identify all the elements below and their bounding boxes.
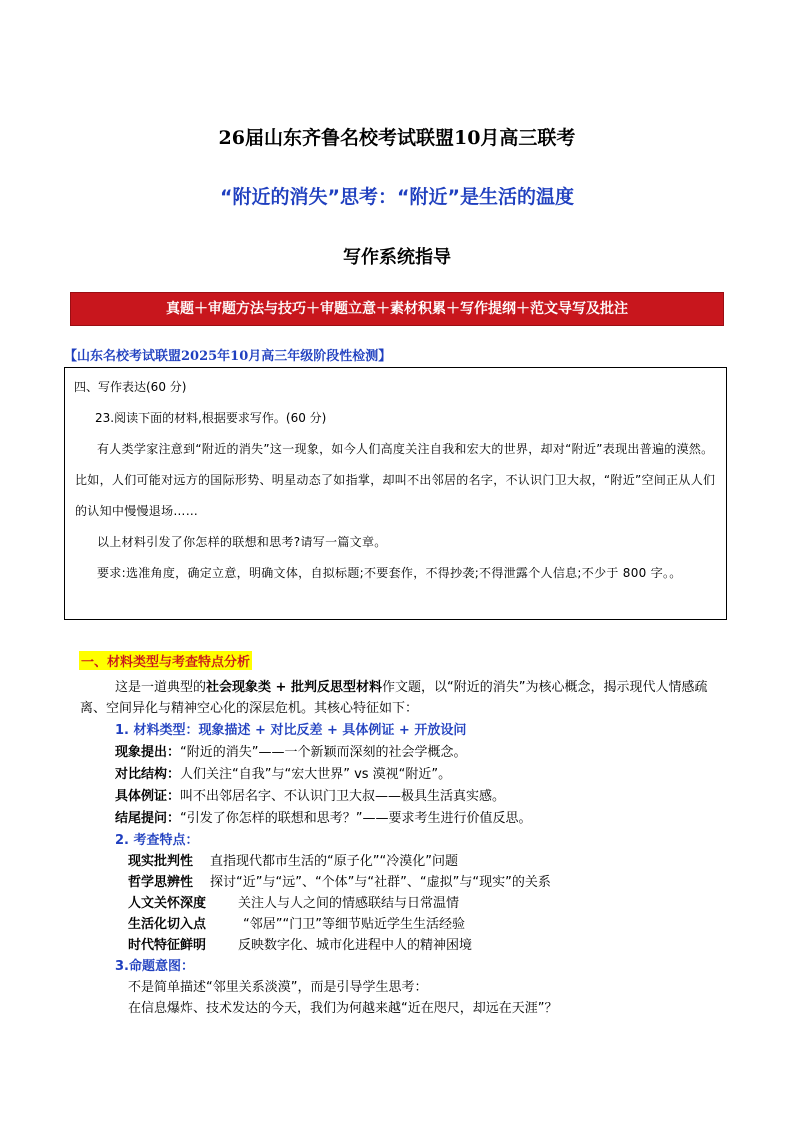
feature-row	[128, 934, 472, 953]
topic-subtitle: “附近的消失”思考：“附近”是生活的温度	[220, 186, 574, 208]
content-banner: 真题＋审题方法与技巧＋审题立意＋素材积累＋写作提纲＋范文导写及批注	[70, 292, 724, 326]
item-text: 人们关注“自我”与“宏大世界” vs 漠视“附近”。	[180, 767, 452, 782]
subheading-material-type: 1. 材料类型：现象描述 + 对比反差 + 具体例证 + 开放设问	[115, 723, 467, 738]
item-text: 叫不出邻居名字、不认识门卫大叔——极具生活真实感。	[180, 789, 506, 804]
item-text: “附近的消失”——一个新颖而深刻的社会学概念。	[180, 745, 467, 760]
feature-text: 探讨“近”与“远”、“个体”与“社群”、“虚拟”与“现实”的关系	[210, 875, 551, 890]
exam-source-tag: 【山东名校考试联盟2025年10月高三年级阶段性检测】	[64, 349, 392, 364]
analysis-heading: 一、材料类型与考查特点分析	[79, 651, 252, 670]
intro-part-a: 这是一道典型的	[115, 680, 207, 695]
list-item	[115, 763, 451, 782]
feature-row	[128, 913, 465, 932]
question-part: 四、写作表达(60 分)	[74, 380, 187, 394]
question-box	[64, 367, 727, 620]
feature-text: 关注人与人之间的情感联结与日常温情	[238, 896, 460, 911]
feature-text: 直指现代都市生活的“原子化”“冷漠化”问题	[210, 854, 458, 869]
list-item	[115, 807, 532, 826]
question-number: 23.阅读下面的材料,根据要求写作。(60 分)	[95, 411, 327, 425]
item-label: 结尾提问：	[115, 811, 181, 826]
analysis-intro	[80, 677, 730, 719]
feature-text: “邻居”“门卫”等细节贴近学生生活经验	[243, 917, 465, 932]
question-prompt: 以上材料引发了你怎样的联想和思考?请写一篇文章。	[97, 535, 387, 549]
feature-row	[128, 892, 459, 911]
item-label: 对比结构：	[115, 767, 181, 782]
feature-row	[128, 850, 458, 869]
list-item	[115, 785, 505, 804]
question-material: 有人类学家注意到“附近的消失”这一现象，如今人们高度关注自我和宏大的世界，却对“附近”表现出普遍的漠然。比如，人们可能对远方的国际形势、明星动态了如指掌，却叫不出邻居的名字，不认识门卫大叔，“附近”空间正从人们的认知中慢慢退场……	[75, 442, 716, 518]
feature-label: 现实批判性	[128, 854, 194, 869]
feature-label: 哲学思辨性	[128, 875, 194, 890]
question-requirements: 要求:选准角度，确定立意，明确文体，自拟标题;不要套作，不得抄袭;不得泄露个人信息;不少于 800 字。。	[97, 566, 682, 580]
intro-part-c: 作文题，以“附近的消失”为核心概念，揭示现代人情感疏离、空间异化与精神空心化的深层危机。其核心特征如下：	[80, 680, 708, 716]
section-title: 写作系统指导	[343, 247, 451, 268]
feature-row	[128, 871, 551, 890]
feature-label: 时代特征鲜明	[128, 938, 207, 953]
subheading-intent: 3.命题意图：	[115, 959, 194, 974]
intent-line: 不是简单描述“邻里关系淡漠”，而是引导学生思考：	[128, 980, 428, 995]
feature-label: 人文关怀深度	[128, 896, 207, 911]
list-item	[115, 741, 467, 760]
intro-keyword: 社会现象类 + 批判反思型材料	[206, 680, 382, 695]
feature-text: 反映数字化、城市化进程中人的精神困境	[238, 938, 473, 953]
feature-label: 生活化切入点	[128, 917, 207, 932]
item-label: 现象提出：	[115, 745, 181, 760]
intent-line: 在信息爆炸、技术发达的今天，我们为何越来越“近在咫尺，却远在天涯”？	[128, 1001, 558, 1016]
page-title: 26届山东齐鲁名校考试联盟10月高三联考	[218, 127, 576, 149]
item-label: 具体例证：	[115, 789, 181, 804]
item-text: “引发了你怎样的联想和思考？”——要求考生进行价值反思。	[180, 811, 532, 826]
subheading-features: 2. 考查特点：	[115, 833, 199, 848]
